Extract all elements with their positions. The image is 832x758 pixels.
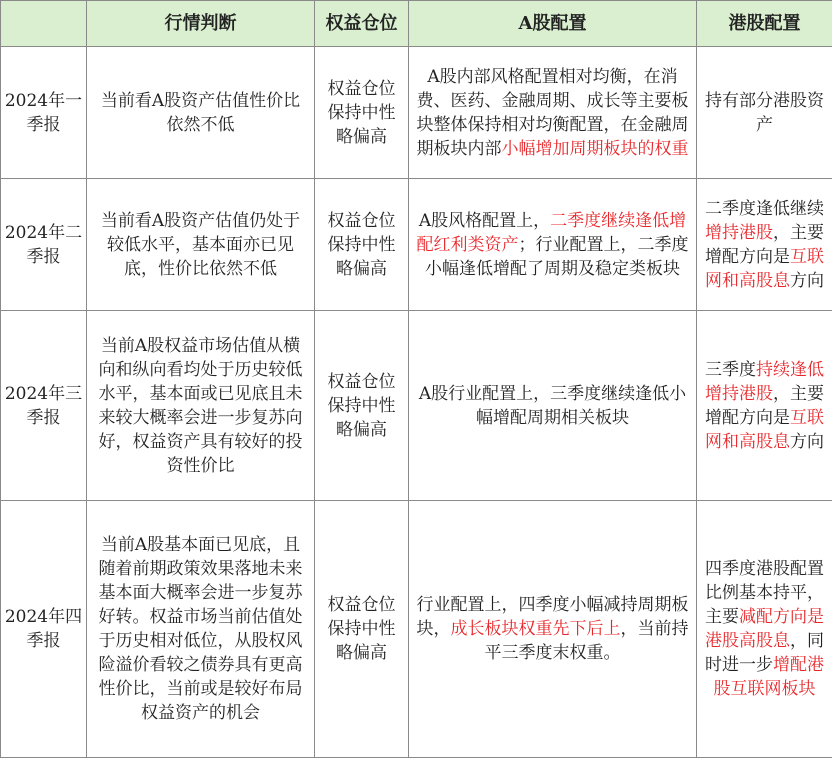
- text-run: 二季度逢低继续: [705, 199, 824, 219]
- period-cell: 2024年三季报: [1, 311, 87, 501]
- judgment-cell: 当前A股基本面已见底，且随着前期政策效果落地未来基本面大概率会进一步复苏好转。权益市场当前估值处于历史相对低位，从股权风险溢价看较之债券具有更高性价比，当前或是较好布局权益资产的机会: [87, 501, 315, 758]
- table-row: [1, 311, 832, 501]
- highlight-run: 成长板块权重先下后上: [451, 619, 621, 639]
- period-cell: 2024年二季报: [1, 179, 87, 311]
- judgment-cell: 当前看A股资产估值仍处于较低水平，基本面亦已见底，性价比依然不低: [87, 179, 315, 311]
- header-row: [1, 1, 832, 47]
- header-ashare: A股配置: [409, 1, 697, 47]
- highlight-run: 小幅增加周期板块的权重: [502, 139, 689, 159]
- judgment-cell: 当前A股权益市场估值从横向和纵向看均处于历史较低水平，基本面或已见底且未来较大概率会进一步复苏向好，权益资产具有较好的投资性价比: [87, 311, 315, 501]
- period-cell: 2024年一季报: [1, 47, 87, 179]
- ashare-cell: [409, 501, 697, 758]
- equity-cell: 权益仓位保持中性略偏高: [315, 501, 409, 758]
- equity-cell: 权益仓位保持中性略偏高: [315, 311, 409, 501]
- ashare-cell: [409, 311, 697, 501]
- hkshare-cell: [697, 501, 832, 758]
- text-run: 持有部分港股资产: [705, 91, 824, 135]
- text-run: A股内部风格配置相对均衡，在消费、医药、金融周期、成长等主要板块整体保持相对均衡配置，在金融周期板块内部: [417, 67, 689, 159]
- header-equity: 权益仓位: [315, 1, 409, 47]
- table-row: [1, 179, 832, 311]
- text-run: A股风格配置上，: [419, 211, 550, 231]
- highlight-run: 二季度继续逢低增配红利类资产: [417, 211, 687, 255]
- table-row: [1, 501, 832, 758]
- text-run: ，主要增配方向是: [705, 384, 824, 428]
- header-hkshare: 港股配置: [697, 1, 832, 47]
- highlight-run: 互联网和高股息: [705, 247, 824, 291]
- highlight-run: 增配港股互联网板块: [714, 655, 825, 699]
- text-run: ；行业配置上，二季度小幅逢低增配了周期及稳定类板块: [425, 235, 689, 279]
- equity-cell: 权益仓位保持中性略偏高: [315, 179, 409, 311]
- text-run: 方向: [790, 432, 824, 452]
- ashare-cell: [409, 47, 697, 179]
- ashare-cell: [409, 179, 697, 311]
- text-run: 方向: [790, 271, 824, 291]
- text-run: ，当前持平三季度末权重。: [485, 619, 689, 663]
- highlight-run: 互联网和高股息: [705, 408, 824, 452]
- text-run: ，主要增配方向是: [705, 223, 824, 267]
- table-row: [1, 47, 832, 179]
- judgment-cell: 当前看A股资产估值性价比依然不低: [87, 47, 315, 179]
- header-judgment: 行情判断: [87, 1, 315, 47]
- highlight-run: 减配方向是港股高股息: [705, 607, 824, 651]
- highlight-run: 增持港股: [705, 223, 773, 243]
- period-cell: 2024年四季报: [1, 501, 87, 758]
- text-run: 四季度港股配置比例基本持平，主要: [705, 559, 824, 627]
- equity-cell: 权益仓位保持中性略偏高: [315, 47, 409, 179]
- text-run: ，同时进一步: [705, 631, 824, 675]
- text-run: A股行业配置上，三季度继续逢低小幅增配周期相关板块: [419, 384, 686, 428]
- hkshare-cell: [697, 311, 832, 501]
- header-period: [1, 1, 87, 47]
- text-run: 行业配置上，四季度小幅减持周期板块，: [417, 595, 689, 639]
- highlight-run: 持续逢低增持港股: [705, 360, 824, 404]
- text-run: 三季度: [705, 360, 756, 380]
- hkshare-cell: [697, 47, 832, 179]
- hkshare-cell: [697, 179, 832, 311]
